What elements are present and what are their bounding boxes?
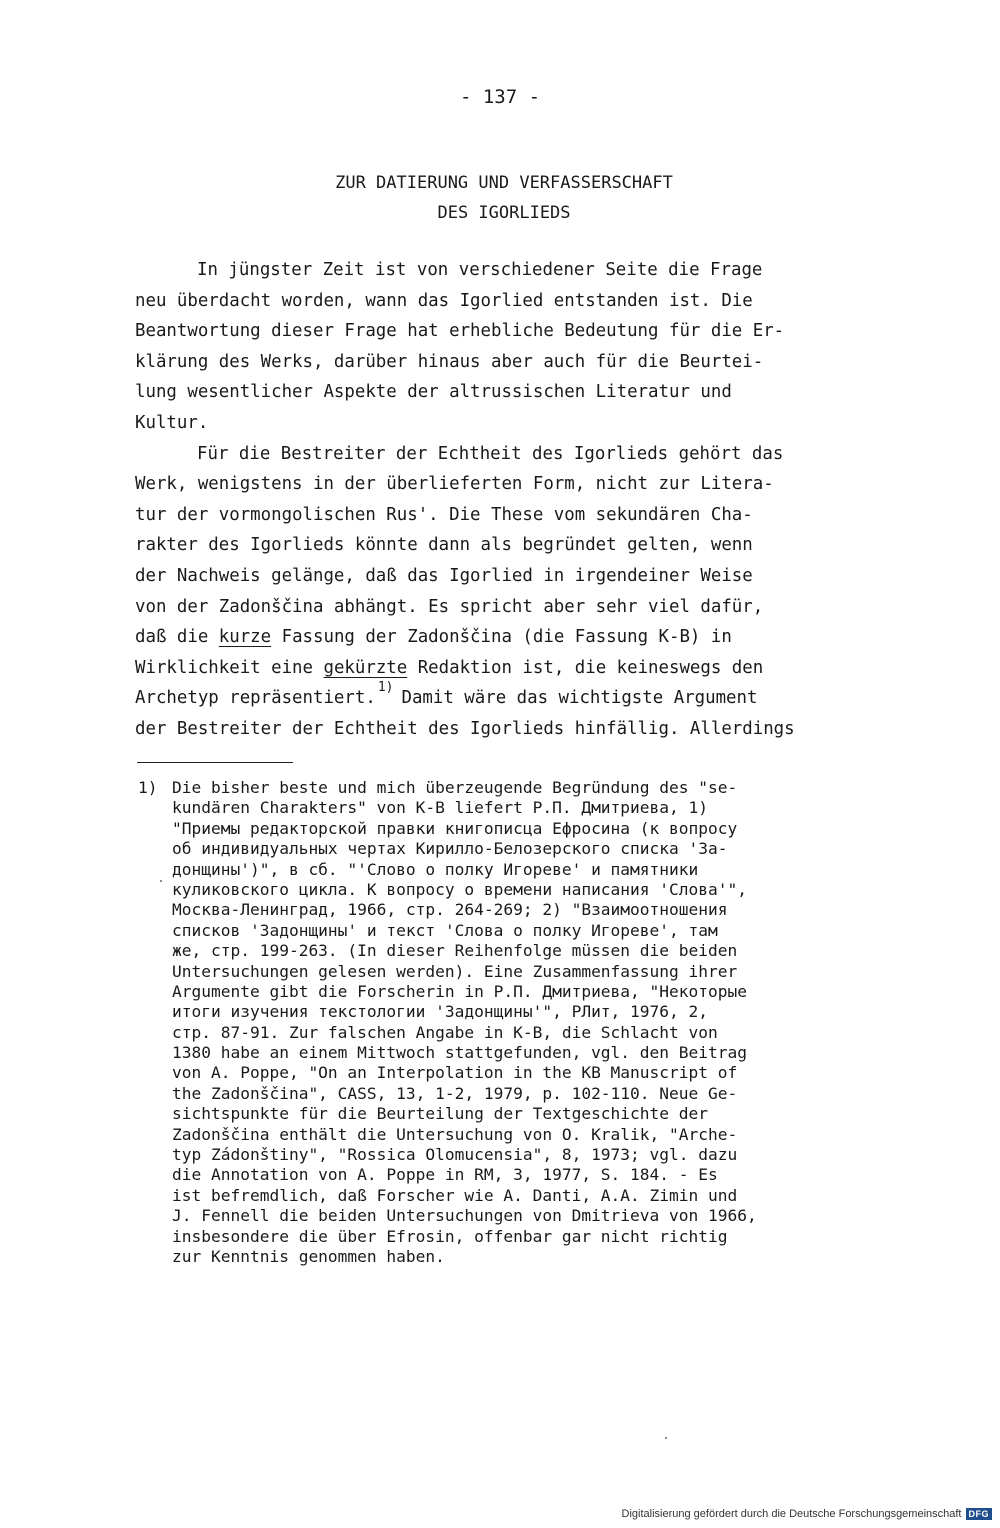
chapter-title	[0, 168, 1000, 228]
footnote-line: the Zadonščina", CASS, 13, 1-2, 1979, p. 102-110. Neue Ge-	[172, 1083, 738, 1103]
footnote-reference: 1)	[377, 680, 394, 696]
body-line: neu überdacht worden, wann das Igorlied entstanden ist. Die	[135, 290, 753, 311]
body-line	[135, 622, 905, 653]
footnote-line: стр. 87-91. Zur falschen Angabe in K-B, die Schlacht von	[172, 1022, 718, 1042]
digitization-credit	[622, 1508, 992, 1520]
footnote-line: "Приемы редакторской правки книгописца Ефросина (к вопросу	[172, 818, 738, 838]
footnote-line: sichtspunkte für die Beurteilung der Textgeschichte der	[172, 1104, 709, 1124]
scan-speck	[665, 1437, 667, 1439]
footnote-line: Zadonščina enthält die Untersuchung von O. Kralik, "Arche-	[172, 1124, 738, 1144]
body-line	[135, 653, 905, 684]
body-text-span: daß die	[135, 627, 219, 648]
footnote-number: 1)	[138, 778, 158, 797]
body-text-span: Fassung der Zadonščina (die Fassung K-B) in	[271, 627, 732, 648]
body-line: rakter des Igorlieds könnte dann als begründet gelten, wenn	[135, 535, 753, 556]
footnote-line: куликовского цикла. К вопросу о времени написания 'Слова'",	[172, 879, 747, 899]
body-line: von der Zadonščina abhängt. Es spricht aber sehr viel dafür,	[135, 596, 764, 617]
body-line: In jüngster Zeit ist von verschiedener Seite die Frage	[197, 260, 763, 280]
footnote-line: von A. Poppe, "On an Interpolation in the KB Manuscript of	[172, 1063, 738, 1083]
footnote-line: insbesondere die über Efrosin, offenbar gar nicht richtig	[172, 1226, 728, 1246]
footnote-line: die Annotation von A. Poppe in RM, 3, 1977, S. 184. - Es	[172, 1165, 718, 1185]
footnote-line: zur Kenntnis genommen haben.	[172, 1246, 445, 1266]
dfg-logo-icon: DFG	[966, 1508, 993, 1520]
footnote-line: Untersuchungen gelesen werden). Eine Zusammenfassung ihrer	[172, 961, 738, 981]
footnote-body	[172, 778, 938, 1267]
footnote-separator	[137, 762, 293, 763]
body-line: Werk, wenigstens in der überlieferten Form, nicht zur Litera-	[135, 474, 774, 495]
digitization-credit-text: Digitalisierung gefördert durch die Deutsche Forschungsgemeinschaft	[621, 1508, 962, 1520]
footnote-line: же, стр. 199-263. (In dieser Reihenfolge müssen die beiden	[172, 941, 738, 961]
footnote-line: 1380 habe an einem Mittwoch stattgefunden, vgl. den Beitrag	[172, 1043, 747, 1063]
footnote-line: об индивидуальных чертах Кирилло-Белозерского списка 'За-	[172, 839, 728, 859]
footnote-line: донщины')", в сб. "'Слово о полку Игореве' и памятники	[172, 859, 699, 879]
footnote	[138, 778, 938, 1267]
footnote-line: итоги изучения текстологии 'Задонщины'", РЛит, 1976, 2,	[172, 1002, 709, 1022]
body-line: Kultur.	[135, 412, 209, 433]
footnote-line: ist befremdlich, daß Forscher wie A. Danti, A.A. Zimin und	[172, 1185, 738, 1205]
body-line: der Bestreiter der Echtheit des Igorlieds hinfällig. Allerdings	[135, 718, 795, 739]
underlined-word: kurze	[218, 627, 272, 648]
body-line: Für die Bestreiter der Echtheit des Igorlieds gehört das	[197, 443, 784, 464]
footnote-line: kundären Charakters" von K-B liefert Р.П. Дмитриева, 1)	[172, 798, 709, 818]
footnote-line: списков 'Задонщины' и текст 'Слова о полку Игореве', там	[172, 920, 718, 940]
chapter-title-line-2: DES IGORLIEDS	[437, 203, 571, 223]
footnote-line: J. Fennell die beiden Untersuchungen von Dmitrieva von 1966,	[172, 1206, 757, 1226]
body-line: Beantwortung dieser Frage hat erhebliche Bedeutung für die Er-	[135, 321, 785, 342]
chapter-title-line-1: ZUR DATIERUNG UND VERFASSERSCHAFT	[335, 173, 673, 193]
body-text-span: Archetyp repräsentiert.	[135, 688, 376, 709]
body-line: der Nachweis gelänge, daß das Igorlied in irgendeiner Weise	[135, 565, 753, 586]
footnote-line: Die bisher beste und mich überzeugende Begründung des "se-	[172, 778, 738, 797]
body-text-span: Damit wäre das wichtigste Argument	[401, 688, 758, 709]
body-text	[135, 255, 905, 745]
body-line: klärung des Werks, darüber hinaus aber auch für die Beurtei-	[135, 351, 764, 372]
page-number: - 137 -	[459, 86, 541, 108]
footnote-line: Argumente gibt die Forscherin in Р.П. Дмитриева, "Некоторые	[172, 981, 747, 1001]
footnote-line: Москва-Ленинград, 1966, стр. 264-269; 2) "Взаимоотношения	[172, 900, 728, 920]
body-line	[135, 680, 905, 714]
footnote-line: typ Zádonštiny", "Rossica Olomucensia", 8, 1973; vgl. dazu	[172, 1145, 738, 1165]
body-line: lung wesentlicher Aspekte der altrussischen Literatur und	[135, 382, 732, 403]
underlined-word: gekürzte	[323, 657, 408, 678]
body-text-span: Redaktion ist, die keineswegs den	[407, 657, 764, 678]
scan-speck	[160, 880, 162, 882]
body-text-span: Wirklichkeit eine	[135, 657, 324, 678]
body-line: tur der vormongolischen Rus'. Die These vom sekundären Cha-	[135, 504, 753, 525]
